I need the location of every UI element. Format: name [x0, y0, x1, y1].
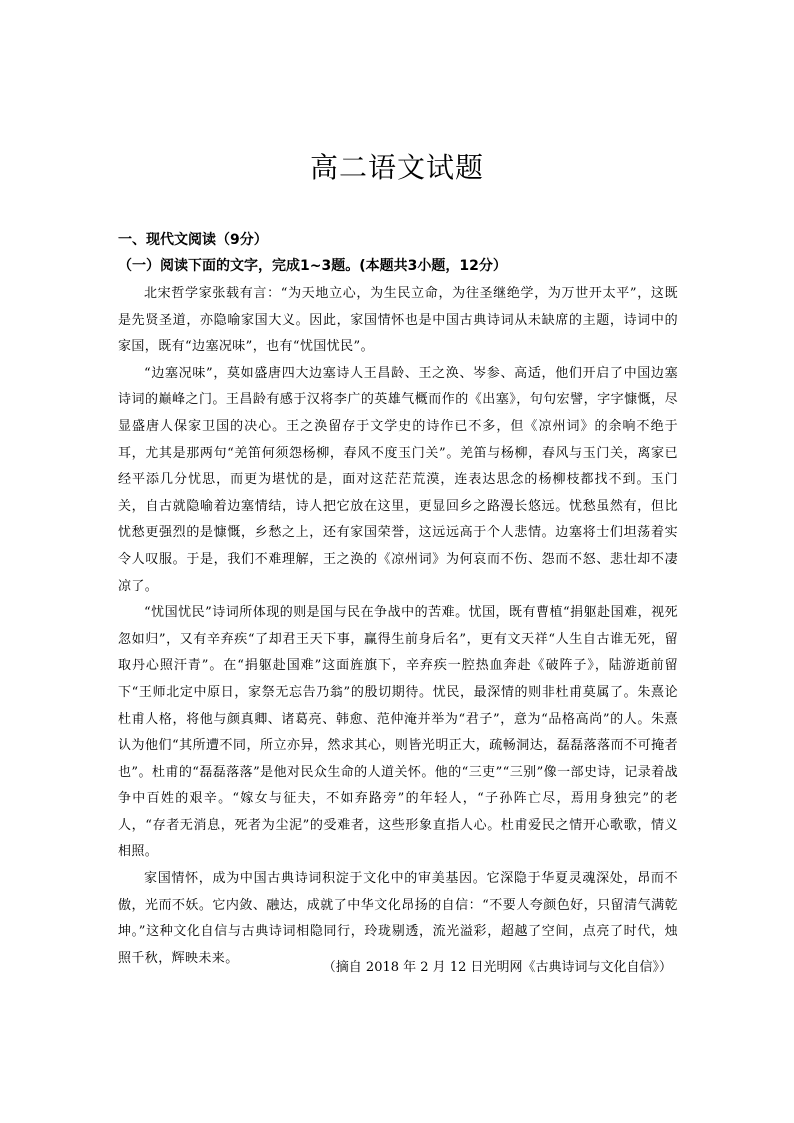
passage-paragraph: 家国情怀，成为中国古典诗词积淀于文化中的审美基因。它深隐于华夏灵魂深处，昂而不傲，光而不妖。它内敛、融达，成就了中华文化昂扬的自信：“不要人夸颜色好，只留清气满乾坤。”这种文化自信与古典诗词相隐同行，玲珑剔透，流光溢彩，超越了空间，点亮了时代，烛照千秋，辉映未来。	[118, 871, 678, 966]
passage-paragraph: “边塞况味”，莫如盛唐四大边塞诗人王昌龄、王之涣、岑参、高适，他们开启了中国边塞诗词的巅峰之门。王昌龄有感于汉将李广的英雄气概而作的《出塞》，句句宏譬，字字慷慨，尽显盛唐人保家卫国的决心。王之涣留存于文学史的诗作已不多，但《凉州词》的余响不绝于耳，尤其是那两句“羌笛何须怨杨柳，春风不度玉门关”。羌笛与杨柳，春风与玉门关，离家已经平添几分忧思，而更为堪忧的是，面对这茫茫荒漠，连表达思念的杨柳枝都找不到。玉门关，自古就隐喻着边塞情结，诗人把它放在这里，更显回乡之路漫长悠远。忧愁虽然有，但比忧愁更强烈的是慷慨，乡愁之上，还有家国荣誉，这远远高于个人悲情。边塞将士们坦荡着实令人叹服。于是，我们不难理解，王之涣的《凉州词》为何哀而不伤、怨而不怒、悲壮却不凄凉了。	[118, 365, 678, 594]
reading-passage	[118, 281, 678, 972]
passage-paragraph: 北宋哲学家张载有言：“为天地立心，为生民立命，为往圣继绝学，为万世开太平”，这既是先贤圣道，亦隐喻家国大义。因此，家国情怀也是中国古典诗词从未缺席的主题，诗词中的家国，既有“边塞况味”，也有“忧国忧民”。	[118, 286, 678, 355]
section-heading: 一、现代文阅读（9分）	[118, 232, 268, 248]
passage-source: （摘自 2018 年 2 月 12 日光明网《古典诗词与文化自信》）	[322, 960, 672, 975]
passage-paragraph: “忧国忧民”诗词所体现的则是国与民在争战中的苦难。忧国，既有曹植“捐躯赴国难，视死忽如归”，又有辛弃疾“了却君王天下事，赢得生前身后名”，更有文天祥“人生自古谁无死，留取丹心照汗青”。在“捐躯赴国难”这面旌旗下，辛弃疾一腔热血奔赴《破阵子》，陆游逝前留下“王师北定中原日，家祭无忘告乃翁”的殷切期待。忧民，最深情的则非杜甫莫属了。朱熹论杜甫人格，将他与颜真卿、诸葛亮、韩愈、范仲淹并举为“君子”，意为“品格高尚”的人。朱熹认为他们“其所遭不同，所立亦异，然求其心，则皆光明正大，疏畅洞达，磊磊落落而不可掩者也”。杜甫的“磊磊落落”是他对民众生命的人道关怀。他的“三吏”“三别”像一部史诗，记录着战争中百姓的艰辛。“嫁女与征夫，不如弃路旁”的年轻人，“子孙阵亡尽，焉用身独完”的老人，“存者无消息，死者为尘泥”的受难者，这些形象直指人心。杜甫爱民之情开心歌歌，情义相照。	[118, 605, 678, 860]
page-title: 高二语文试题	[309, 151, 484, 184]
subsection-heading: （一）阅读下面的文字，完成1~3题。(本题共3小题，12分）	[118, 258, 507, 274]
